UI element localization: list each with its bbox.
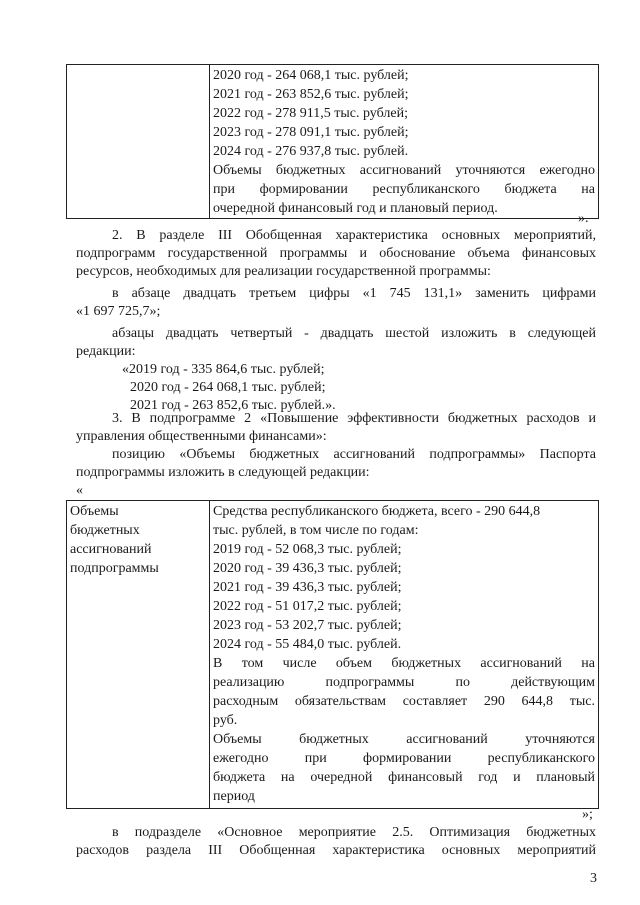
table-row: 2024 год - 55 484,0 тыс. рублей. (213, 637, 402, 652)
paragraph-line: в подразделе «Основное мероприятие 2.5. Оптимизация бюджетных (112, 825, 596, 840)
table-note: очередной финансовый год и плановый период. (213, 201, 498, 216)
table-row: 2020 год - 39 436,3 тыс. рублей; (213, 561, 402, 576)
paragraph-line: управления общественными финансами»: (76, 429, 327, 444)
paragraph-line: позицию «Объемы бюджетных ассигнований подпрограммы» Паспорта (112, 447, 596, 462)
paragraph-line: расходов раздела III Обобщенная характеристика основных мероприятий (76, 843, 596, 858)
paragraph-line: 2. В разделе III Обобщенная характеристика основных мероприятий, (112, 228, 596, 243)
table-row: Средства республиканского бюджета, всего - 290 644,8 (213, 504, 541, 519)
paragraph-line: «1 697 725,7»; (76, 304, 161, 319)
table-label: Объемы (70, 504, 119, 519)
table-row: ежегодно при формировании республиканского (213, 751, 595, 766)
table-row: 2022 год - 51 017,2 тыс. рублей; (213, 599, 402, 614)
paragraph-line: 3. В подпрограмме 2 «Повышение эффективности бюджетных расходов и (112, 411, 596, 426)
paragraph-line: подпрограммы изложить в следующей редакции: (76, 465, 370, 480)
paragraph-line: подпрограмм государственной программы и обоснование объема финансовых (76, 246, 596, 261)
paragraph-line: «2019 год - 335 864,6 тыс. рублей; (122, 362, 325, 377)
table-label: ассигнований (70, 542, 152, 557)
table-row: 2022 год - 278 911,5 тыс. рублей; (213, 106, 408, 121)
table-1-left-cell (67, 65, 210, 219)
paragraph-line: редакции: (76, 344, 136, 359)
table-row: 2024 год - 276 937,8 тыс. рублей. (213, 144, 409, 159)
table-row: 2023 год - 53 202,7 тыс. рублей; (213, 618, 402, 633)
table-row: реализацию подпрограммы по действующим (213, 675, 595, 690)
page-number: 3 (590, 871, 597, 886)
bottom-paragraph (76, 824, 596, 860)
table-row: В том числе объем бюджетных ассигнований на (213, 656, 595, 671)
table-row: бюджета на очередной финансовый год и плановый (213, 770, 595, 785)
table-1-right-cell (210, 65, 599, 219)
table-1-closing-quote: ». (578, 211, 589, 226)
section-2 (76, 227, 596, 415)
table-row: 2021 год - 263 852,6 тыс. рублей; (213, 87, 409, 102)
open-quote: « (76, 483, 83, 498)
table-label: подпрограммы (70, 561, 159, 576)
table-2-value-cell (210, 501, 599, 809)
table-row: расходным обязательствам составляет 290 644,8 тыс. (213, 694, 595, 709)
paragraph-line: ресурсов, необходимых для реализации государственной программы: (76, 264, 491, 279)
table-row: период (213, 789, 255, 804)
table-row: 2023 год - 278 091,1 тыс. рублей; (213, 125, 409, 140)
table-row: 2021 год - 39 436,3 тыс. рублей; (213, 580, 402, 595)
table-row: тыс. рублей, в том числе по годам: (213, 523, 419, 538)
table-2-closing-quote: »; (582, 807, 593, 822)
table-note: Объемы бюджетных ассигнований уточняются ежегодно (213, 163, 595, 178)
table-2-label-cell (67, 501, 210, 809)
paragraph-line: 2020 год - 264 068,1 тыс. рублей; (130, 380, 326, 395)
paragraph-line: 2021 год - 263 852,6 тыс. рублей.». (130, 398, 336, 413)
table-1 (66, 64, 599, 219)
table-label: бюджетных (70, 523, 140, 538)
section-3 (76, 410, 596, 500)
paragraph-line: в абзаце двадцать третьем цифры «1 745 131,1» заменить цифрами (112, 286, 596, 301)
table-2 (66, 500, 599, 809)
table-row: 2020 год - 264 068,1 тыс. рублей; (213, 68, 409, 83)
paragraph-line: абзацы двадцать четвертый - двадцать шестой изложить в следующей (112, 326, 596, 341)
table-note: при формировании республиканского бюджета на (213, 182, 595, 197)
table-row: 2019 год - 52 068,3 тыс. рублей; (213, 542, 402, 557)
table-row: руб. (213, 713, 238, 728)
table-row: Объемы бюджетных ассигнований уточняются (213, 732, 595, 747)
